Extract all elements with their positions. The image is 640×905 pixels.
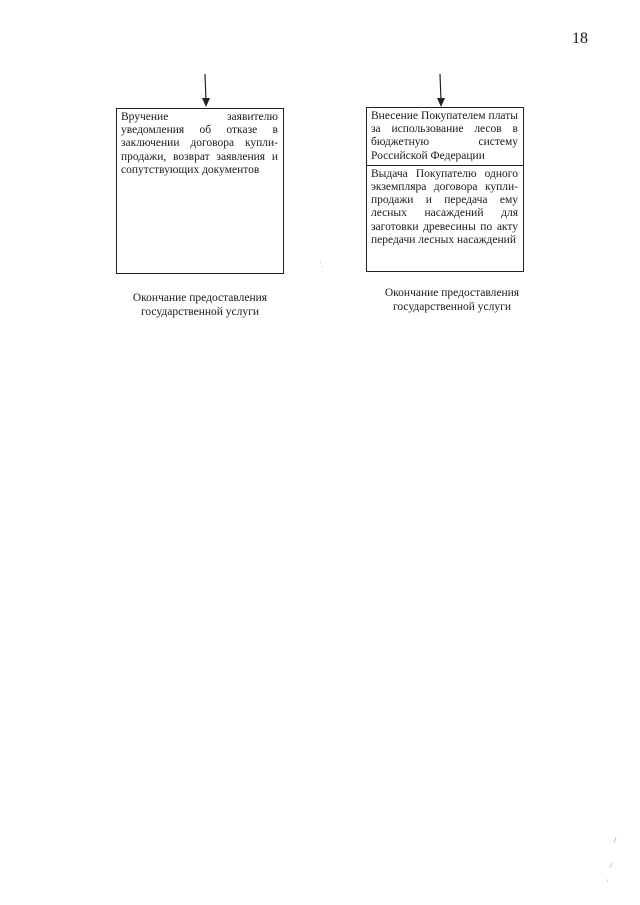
right-caption-line1: Окончание предоставления — [384, 287, 520, 299]
left-end-caption — [110, 291, 290, 319]
left-box-text: Вручение заявителю уведомления об отказе в заключении договора купли-продажи, возврат заявления и сопутствующих документов — [121, 111, 278, 176]
arrow-down-icon — [434, 74, 446, 108]
page-number: 18 — [572, 30, 588, 47]
right-box-cell-payment: Внесение Покупателем платы за использование лесов в бюджетную систему Российской Федерации — [371, 110, 518, 162]
right-caption-line2: государственной услуги — [392, 301, 512, 313]
right-process-box — [366, 107, 524, 272]
left-caption-line1: Окончание предоставления — [132, 292, 268, 304]
right-end-caption — [362, 286, 542, 314]
left-process-box — [116, 108, 284, 274]
scan-speck — [322, 266, 323, 267]
arrow-down-icon — [199, 74, 211, 108]
right-box-cell-contract: Выдача Покупателю одного экземпляра договора купли-продажи и передача ему лесных насаждений для заготовки древесины по акту передачи лесных насаждений — [367, 165, 523, 249]
left-caption-line2: государственной услуги — [140, 306, 260, 318]
margin-mark — [604, 835, 622, 885]
scan-speck — [320, 262, 321, 263]
